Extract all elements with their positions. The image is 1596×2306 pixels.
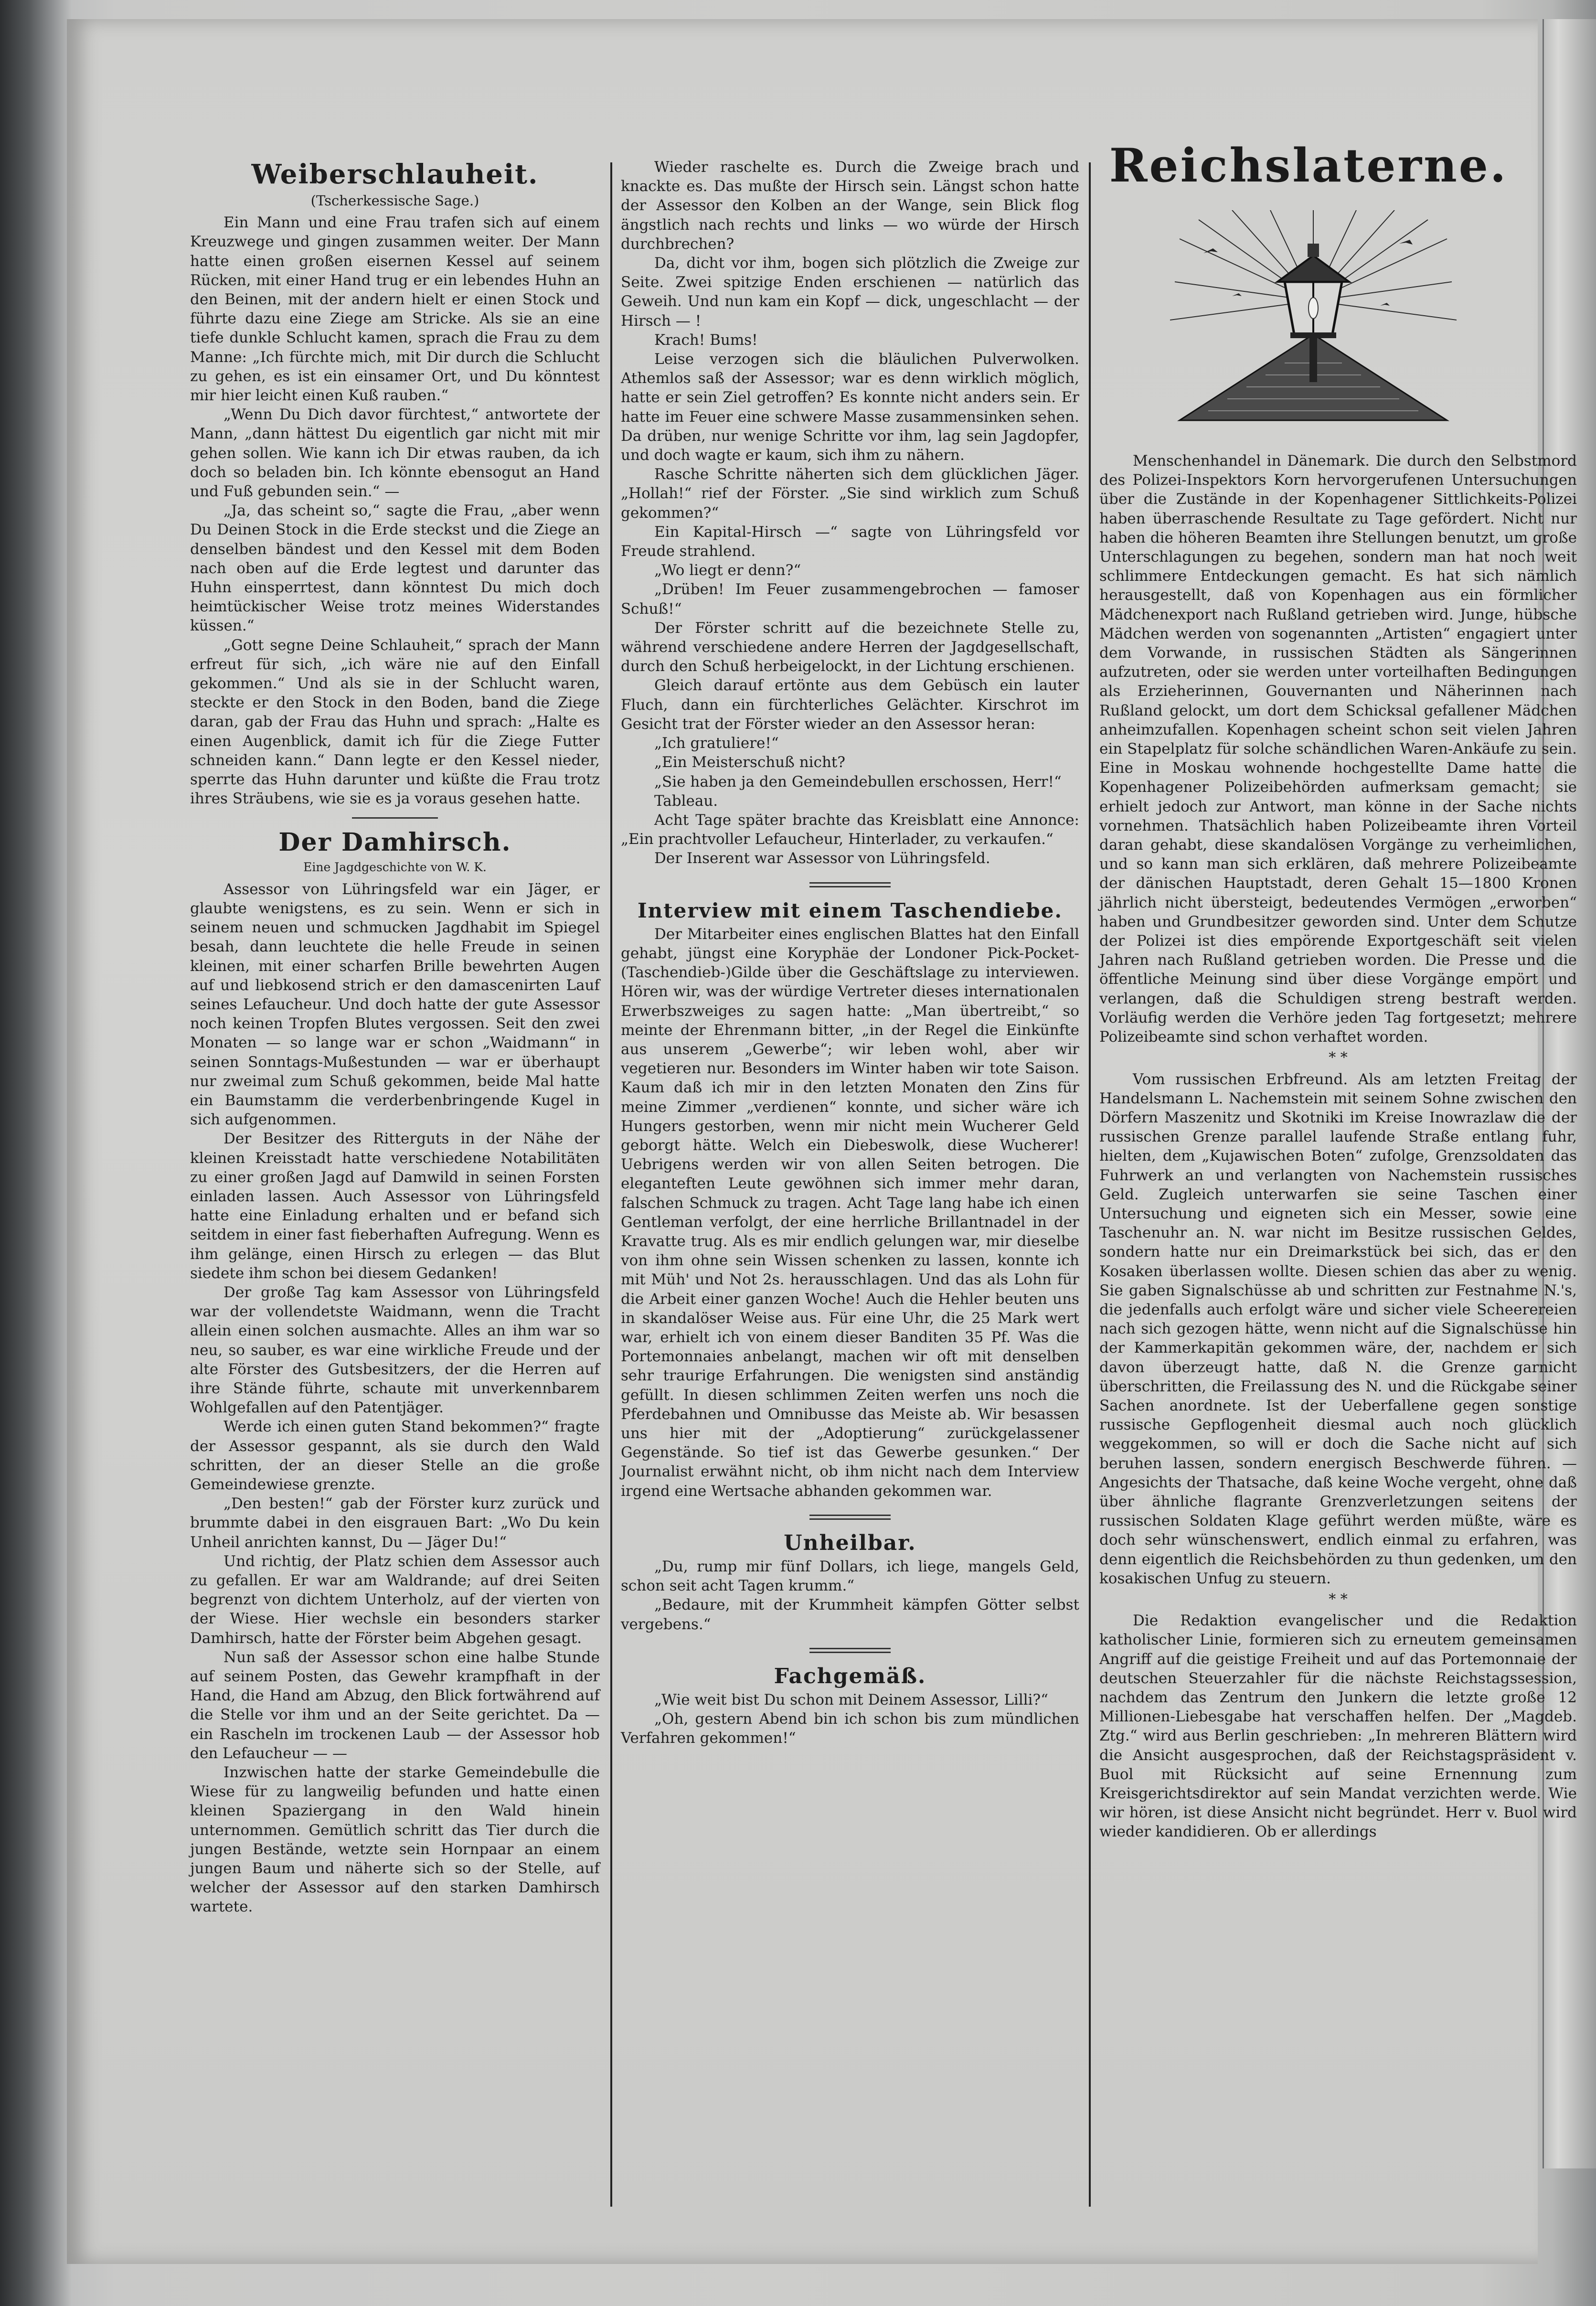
paragraph: „Ja, das scheint so,“ sagte die Frau, „aber wenn Du Deinen Stock in die Erde steckst und die Ziege an denselben bändest und den Kessel mit dem Boden nach oben auf die Erde legtest und darunter das Huhn einsperrtest, dann könntest Du mich doch heimtückischer Weise trotz meines Widerstandes küssen.“ — [190, 502, 600, 635]
column-rule-2 — [1089, 162, 1091, 2207]
masthead-reichslaterne: Reichslaterne. — [1109, 139, 1508, 192]
section-divider-double — [621, 873, 1079, 892]
section-divider-double — [621, 1639, 1079, 1658]
paragraph: Rasche Schritte näherten sich dem glücklichen Jäger. „Hollah!“ rief der Förster. „Sie sind wirklich zum Schuß gekommen?“ — [621, 466, 1079, 522]
lantern-illustration — [1170, 210, 1457, 425]
paragraph: „Wenn Du Dich davor fürchtest,“ antwortete der Mann, „dann hättest Du eigentlich gar nicht mit mir gehen sollen. Wie kann ich Dir etwas rauben, da ich doch so beladen bin. Ich könnte ebensogut an Hand und Fuß gebunden sein.“ — — [190, 406, 600, 501]
article-title-damhirsch: Der Damhirsch. — [278, 827, 511, 857]
article-title-fachgemaess: Fachgemäß. — [774, 1664, 926, 1689]
paragraph: Leise verzogen sich die bläulichen Pulverwolken. Athemlos saß der Assessor; war es denn wirklich möglich, hatte er sein Ziel getroffen? Es konnte nicht anders sein. Er hatte im Feuer eine schwere Masse zusammensinken sehen. Da drüben, nur wenige Schritte vor ihm, lag sein Jagdopfer, und doch wagte er kaum, sich ihm zu nähern. — [621, 351, 1079, 464]
article-title-unheilbar: Unheilbar. — [784, 1531, 916, 1556]
paragraph: „Wo liegt er denn?“ — [654, 562, 801, 579]
paragraph: Menschenhandel in Dänemark. Die durch den Selbstmord des Polizei-Inspektors Korn hervorgerufenen Untersuchungen über die Zustände in der Kopenhagener Sittlichkeits-Polizei haben überraschende Resultate zu Tage gefördert. Nicht nur haben die höheren Beamten ihre Stellungen benutzt, um große Unterschlagungen zu begehen, sondern man hat noch weit schlimmere Entdeckungen gemacht. Es hat sich nämlich herausgestellt, daß von Kopenhagen aus ein förmlicher Mädchenexport nach Rußland getrieben wird. Junge, hübsche Mädchen werden von sogenannten „Artisten“ engagiert unter dem Vorwande, in russischen Städten als Sängerinnen aufzutreten, oder sie werden unter vorteilhaften Bedingungen als Erzieherinnen, Gouvernanten und Näherinnen nach Rußland gelockt, um dort dem Schicksal gefallener Mädchen anheimzufallen. Kopenhagen scheint schon seit vielen Jahren ein Stapelplatz für solche schändlichen Waren-Ankäufe zu sein. Eine in Moskau wohnende hochgestellte Dame hatte die Kopenhagener Polizeibehörden aufmerksam gemacht; sie erhielt jedoch zur Antwort, man könne in der Sache nichts vornehmen. Thatsächlich haben Polizeibeamte ihren Vorteil daran gehabt, diese skandalösen Vorgänge zu verheimlichen, und so kann man sich erklären, daß mehrere Polizeibeamte der dänischen Hauptstadt, deren Gehalt 15—1800 Kronen jährlich nicht übersteigt, bedeutendes Vermögen „erworben“ haben und Grundbesitzer geworden sind. Unter dem Schutze der Polizei ist dies empörende Exportgeschäft seit vielen Jahren nach Rußland getrieben worden. Die Presse und die öffentliche Meinung sind über diese Vorgänge empört und verlangen, daß die Schuldigen streng bestraft werden. Vorläufig werden die Verhöre jeden Tag fortgesetzt; mehrere Polizeibeamte sind schon verhaftet worden. — [1099, 452, 1577, 1046]
paragraph: Inzwischen hatte der starke Gemeindebulle die Wiese für zu langweilig befunden und hatte einen kleinen Spaziergang in den Wald hinein unternommen. Gemütlich schritt das Tier durch die jungen Bestände, wetzte sein Hornpaar an einem jungen Baum und näherte sich so der Stelle, auf welcher der Assessor auf den starken Damhirsch wartete. — [190, 1764, 600, 1916]
article-title-weiberschlauheit: Weiberschlauheit. — [251, 159, 539, 190]
paragraph: „Oh, gestern Abend bin ich schon bis zum mündlichen Verfahren gekommen!“ — [621, 1710, 1079, 1747]
column-1 — [190, 158, 600, 1917]
newspaper-page — [67, 19, 1577, 2264]
column-2 — [621, 158, 1079, 1748]
column-3 — [1099, 451, 1577, 1842]
paragraph: „Wie weit bist Du schon mit Deinem Assessor, Lilli?“ — [654, 1691, 1049, 1709]
paragraph: Da, dicht vor ihm, bogen sich plötzlich die Zweige zur Seite. Zwei spitzige Enden erschienen — natürlich das Geweih. Und nun kam ein Kopf — dick, ungeschlacht — der Hirsch — ! — [621, 255, 1079, 330]
section-divider-double — [621, 1505, 1079, 1525]
paragraph: Vom russischen Erbfreund. Als am letzten Freitag der Handelsmann L. Nachemstein mit seinem Sohne zwischen den Dörfern Maszenitz und Skotniki im Kreise Inowrazlaw die der russischen Grenze parallel laufende Straße entlang fuhr, hielten, dem „Kujawischen Boten“ zufolge, Grenzsoldaten das Fuhrwerk an und verlangten von Nachemstein russisches Geld. Zugleich unterwarfen sie seine Taschen einer Untersuchung und eigneten sich ein Messer, sowie eine Taschenuhr an. N. war nicht im Besitze russischen Geldes, sondern hatte nur ein Dreimarkstück bei sich, das er den Kosaken überlassen wollte. Diesen schien das aber zu wenig. Sie gaben Signalschüsse ab und schritten zur Festnahme N.'s, die jedenfalls auch erfolgt wäre und sicher viele Scheerereien nach sich gezogen hätte, wenn nicht auf die Signalschüsse hin der Kammerkapitän gekommen wäre, der, nachdem er sich davon überzeugt hatte, daß N. die Grenze garnicht überschritten, die Freilassung des N. und die Rückgabe seiner Sachen anordnete. Ist der Ueberfallene gegen sonstige russische Gepflogenheit diesmal auch noch glücklich weggekommen, so will er doch die Sache nicht auf sich beruhen lassen, sondern energisch Beschwerde führen. — Angesichts der Thatsache, daß keine Woche vergeht, ohne daß über ähnliche flagrante Grenzverletzungen seitens der russischen Soldaten Klage geführt werden müßte, wäre es doch sehr wünschenswert, endlich einmal zu erfahren, was denn eigentlich die Reichsbehörden zu thun gedenken, um den kosakischen Unfug zu steuern. — [1099, 1070, 1577, 1587]
paragraph: Assessor von Lühringsfeld war ein Jäger, er glaubte wenigstens, es zu sein. Wenn er sich in seinem neuen und schmucken Jagdhabit im Spiegel besah, dann leuchtete die helle Freude in seinen kleinen, mit einer scharfen Brille bewehrten Augen auf und liebkosend strich er den damascenirten Lauf seines Lefaucheur. Und doch hatte der gute Assessor noch keinen Tropfen Blutes vergossen. Seit den zwei Monaten — so lange war er schon „Waidmann“ in seinen Sonntags-Mußestunden — war er überhaupt nur zweimal zum Schuß gekommen, beide Mal hatte ein Baumstamm die verderbenbringende Kugel in sich aufgenommen. — [190, 880, 600, 1129]
paragraph: Werde ich einen guten Stand bekommen?“ fragte der Assessor gespannt, als sie durch den Wald schritten, der an dieser Stelle an die große Gemeindewiese grenzte. — [190, 1418, 600, 1493]
paragraph: Acht Tage später brachte das Kreisblatt eine Annonce: „Ein prachtvoller Lefaucheur, Hinterlader, zu verkaufen.“ — [621, 811, 1079, 848]
paragraph: „Sie haben ja den Gemeindebullen erschossen, Herr!“ — [654, 773, 1062, 790]
article-subtitle-sage: (Tscherkessische Sage.) — [310, 192, 479, 209]
paragraph: „Ich gratuliere!“ — [654, 735, 779, 752]
paragraph: Nun saß der Assessor schon eine halbe Stunde auf seinem Posten, das Gewehr krampfhaft in der Hand, die Hand am Abzug, den Blick fortwährend auf die Stelle vor ihm und an der Seite gerichtet. Da — ein Rascheln im trockenen Laub — der Assessor hob den Lefaucheur — — — [190, 1648, 600, 1762]
paragraph: Und richtig, der Platz schien dem Assessor auch zu gefallen. Er war am Waldrande; auf drei Seiten begrenzt von dichtem Unterholz, auf der vierten von der Wiese. Hier wechsle ein besonders starker Damhirsch, hatte der Förster beim Abgehen gesagt. — [190, 1552, 600, 1647]
paragraph: Der Inserent war Assessor von Lühringsfeld. — [654, 850, 990, 867]
paragraph: Gleich darauf ertönte aus dem Gebüsch ein lauter Fluch, dann ein fürchterliches Gelächter. Kirschrot im Gesicht trat der Förster wieder an den Assessor heran: — [621, 677, 1079, 733]
section-divider — [352, 817, 438, 819]
paragraph: „Drüben! Im Feuer zusammengebrochen — famoser Schuß!“ — [621, 581, 1079, 618]
paragraph: „Du, rump mir fünf Dollars, ich liege, mangels Geld, schon seit acht Tagen krumm.“ — [621, 1558, 1079, 1595]
paragraph: „Bedaure, mit der Krummheit kämpfen Götter selbst vergebens.“ — [621, 1596, 1079, 1633]
article-subtitle-jagdgeschichte: Eine Jagdgeschichte von W. K. — [303, 860, 487, 874]
section-stars: * * — [1329, 1591, 1348, 1608]
paragraph: Der Besitzer des Ritterguts in der Nähe der kleinen Kreisstadt hatte verschiedene Notabilitäten zu einer großen Jagd auf Damwild in seinen Forsten einladen lassen. Auch Assessor von Lühringsfeld hatte eine Einladung erhalten und er befand sich seitdem in einer fast fieberhaften Aufregung. Wenn es ihm gelänge, einen Hirsch zu erlegen — das Blut siedete ihm schon bei diesem Gedanken! — [190, 1130, 600, 1282]
paragraph: Der große Tag kam Assessor von Lühringsfeld war der vollendetste Waidmann, wenn die Tracht allein einen solchen ausmachte. Alles an ihm war so neu, so sauber, es war eine wirkliche Freude und der alte Förster des Gutsbesitzers, der die Herren auf ihre Stände führte, schaute mit unverkennbarem Wohlgefallen auf den Patentjäger. — [190, 1283, 600, 1417]
paragraph: Der Förster schritt auf die bezeichnete Stelle zu, während verschiedene andere Herren der Jagdgesellschaft, durch den Schuß herbeigelockt, in der Lichtung erschienen. — [621, 619, 1079, 675]
paragraph: „Ein Meisterschuß nicht? — [654, 754, 846, 771]
paragraph: „Den besten!“ gab der Förster kurz zurück und brummte dabei in den eisgrauen Bart: „Wo Du kein Unheil anrichten kannst, Du — Jäger Du!“ — [190, 1495, 600, 1551]
paragraph: Ein Mann und eine Frau trafen sich auf einem Kreuzwege und gingen zusammen weiter. Der Mann hatte einen großen eisernen Kessel auf seinem Rücken, mit einer Hand trug er ein lebendes Huhn an den Beinen, mit der andern hielt er einen Stock und führte dazu eine Ziege am Stricke. Als sie an eine tiefe dunkle Schlucht kamen, sprach die Frau zu dem Manne: „Ich fürchte mich, mit Dir durch die Schlucht zu gehen, es ist ein einsamer Ort, und Du könntest mir hier leicht einen Kuß rauben.“ — [190, 214, 600, 405]
paragraph: Die Redaktion evangelischer und die Redaktion katholischer Linie, formieren sich zu erneutem gemeinsamen Angriff auf die geistige Freiheit und auf das Portemonnaie der deutschen Steuerzahler für die nächste Reichstagssession, nachdem das Zentrum den Junkern die letzte große 12 Millionen-Liebesgabe hat verschaffen helfen. Der „Magdeb. Ztg.“ wird aus Berlin geschrieben: „In mehreren Blättern wird die Ansicht ausgesprochen, daß der Reichstagspräsident v. Buol mit Rücksicht auf seine Ernennung zum Kreisgerichtsdirektor auf sein Mandat verzichten werde. Wie wir hören, ist diese Ansicht nicht begründet. Herr v. Buol wird wieder kandidieren. Ob er allerdings — [1099, 1612, 1577, 1841]
column-rule-1 — [610, 162, 612, 2207]
paragraph: „Gott segne Deine Schlauheit,“ sprach der Mann erfreut für sich, „ich wäre nie auf den Einfall gekommen.“ Und als sie in der Schlucht waren, steckte er den Stock in den Boden, band die Ziege daran, gab der Frau das Huhn und sprach: „Halte es einen Augenblick, damit ich für die Ziege Futter schneiden kann.“ Dann legte er den Kessel nieder, sperrte das Huhn darunter und küßte die Frau trotz ihres Sträubens, wie sie es ja voraus gesehen hatte. — [190, 636, 600, 808]
paragraph: Ein Kapital-Hirsch —“ sagte von Lühringsfeld vor Freude strahlend. — [621, 523, 1079, 560]
paragraph: Der Mitarbeiter eines englischen Blattes hat den Einfall gehabt, jüngst eine Koryphäe der Londoner Pick-Pocket-(Taschendieb-)Gilde über die Geschäftslage zu interviewen. Hören wir, was der würdige Vertreter dieses internationalen Erwerbszweiges zu sagen hatte: „Man übertreibt,“ so meinte der Ehrenmann bitter, „in der Regel die Einkünfte aus unserem „Gewerbe“; wir leben wohl, aber wir vegetieren nur. Besonders im Winter haben wir tote Saison. Kaum daß ich mir in den letzten Monaten den Zins für meine Zimmer „verdienen“ konnte, und sicher wäre ich Hungers gestorben, wenn mir nicht mein Wucherer Geld geborgt hätte. Welch ein Diebeswolk, diese Wucherer! Uebrigens werden wir von allen Seiten betrogen. Die eleganteften Leute gewöhnen sich immer mehr daran, falschen Schmuck zu tragen. Acht Tage lang habe ich einen Gentleman verfolgt, der eine herrliche Brillantnadel in der Kravatte trug. Als es mir endlich gelungen war, mir dieselbe von ihm ohne sein Wissen schenken zu lassen, konnte ich mit Müh' und Not 2s. herausschlagen. Und das als Lohn für die Arbeit einer ganzen Woche! Auch die Hehler beuten uns in skandalöser Weise aus. Für eine Uhr, die 25 Mark wert war, erhielt ich von einem dieser Banditen 35 Pf. Was die Portemonnaies anbelangt, machen wir oft mit denselben sehr traurige Erfahrungen. Die wenigsten sind anständig gefüllt. In diesen schlimmen Zeiten werfen uns noch die Pferdebahnen und Omnibusse das Meiste ab. Wir besassen uns hier mit der „Adoptierung“ zurückgelassener Gegenstände. So tief ist das Gewerbe gesunken.“ Der Journalist erwähnt nicht, ob ihm nicht nach dem Interview irgend eine Wertsache abhanden gekommen war. — [621, 925, 1079, 1500]
paragraph: Wieder raschelte es. Durch die Zweige brach und knackte es. Das mußte der Hirsch sein. Längst schon hatte der Assessor den Kolben an der Wange, sein Blick flog ängstlich nach rechts und links — wo würde der Hirsch durchbrechen? — [621, 159, 1079, 253]
paragraph: Tableau. — [654, 792, 718, 810]
article-title-interview: Interview mit einem Taschendiebe. — [638, 898, 1063, 922]
section-stars: * * — [1329, 1049, 1348, 1067]
paragraph: Krach! Bums! — [654, 331, 758, 349]
